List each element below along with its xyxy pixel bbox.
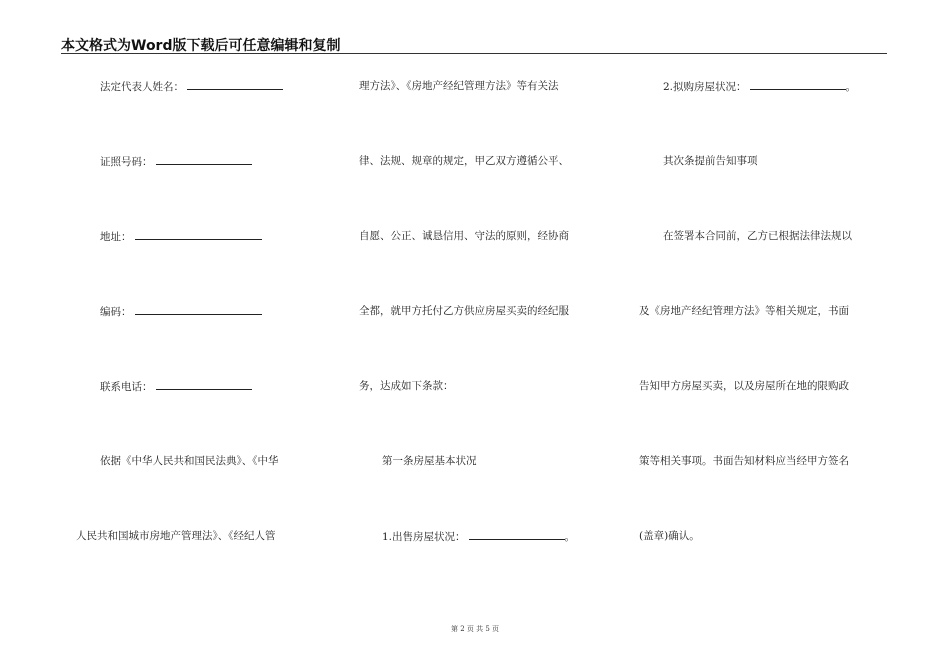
purchase-property-label: 2.拟购房屋状况：	[663, 81, 747, 93]
legal-rep-name-line	[100, 79, 283, 94]
phone-blank	[156, 379, 252, 390]
header-divider	[61, 53, 887, 54]
body-text-line: 告知甲方房屋买卖，以及房屋所在地的限购政	[639, 380, 849, 392]
address-label: 地址：	[100, 231, 132, 243]
body-text-line: 自愿、公正、诚恳信用、守法的原则，经协商	[359, 230, 569, 242]
body-text-line: 在签署本合同前，乙方已根据法律法规以	[663, 230, 852, 242]
license-number-line	[100, 154, 252, 169]
address-blank	[135, 229, 262, 240]
sale-property-blank	[469, 529, 565, 540]
body-text-line: (盖章)确认。	[639, 530, 700, 542]
purchase-property-end: 。	[845, 81, 857, 93]
license-number-blank	[156, 154, 252, 165]
sale-property-end: 。	[564, 531, 576, 543]
section-heading: 第一条房屋基本状况	[382, 455, 477, 467]
legal-rep-name-blank	[187, 79, 283, 90]
legal-rep-name-label: 法定代表人姓名：	[100, 81, 184, 93]
sale-property-label: 1.出售房屋状况：	[382, 531, 466, 543]
license-number-label: 证照号码：	[100, 156, 153, 168]
body-text-line: 理方法》、《房地产经纪管理方法》等有关法	[359, 80, 559, 92]
page-number: 第 2 页 共 5 页	[450, 625, 500, 633]
postcode-label: 编码：	[100, 306, 132, 318]
postcode-line	[100, 304, 262, 319]
body-text-line: 依据《中华人民共和国民法典》、《中华	[100, 455, 279, 467]
body-text-line: 全都，就甲方托付乙方供应房屋买卖的经纪服	[359, 305, 569, 317]
body-text-line: 务，达成如下条款：	[359, 380, 454, 392]
header-title: 本文格式为Word版下载后可任意编辑和复制	[61, 38, 341, 54]
body-text-line: 律、法规、规章的规定，甲乙双方遵循公平、	[359, 155, 569, 167]
phone-label: 联系电话：	[100, 381, 153, 393]
body-text-line: 人民共和国城市房地产管理法》、《经纪人管	[76, 530, 276, 542]
body-text-line: 策等相关事项。书面告知材料应当经甲方签名	[639, 455, 849, 467]
section-heading: 其次条提前告知事项	[663, 155, 758, 167]
phone-line	[100, 379, 252, 394]
postcode-blank	[135, 304, 262, 315]
address-line	[100, 229, 262, 244]
body-text-line: 及《房地产经纪管理方法》等相关规定，书面	[639, 305, 849, 317]
sale-property-line	[382, 529, 575, 544]
purchase-property-blank	[750, 79, 846, 90]
purchase-property-line	[663, 79, 856, 94]
